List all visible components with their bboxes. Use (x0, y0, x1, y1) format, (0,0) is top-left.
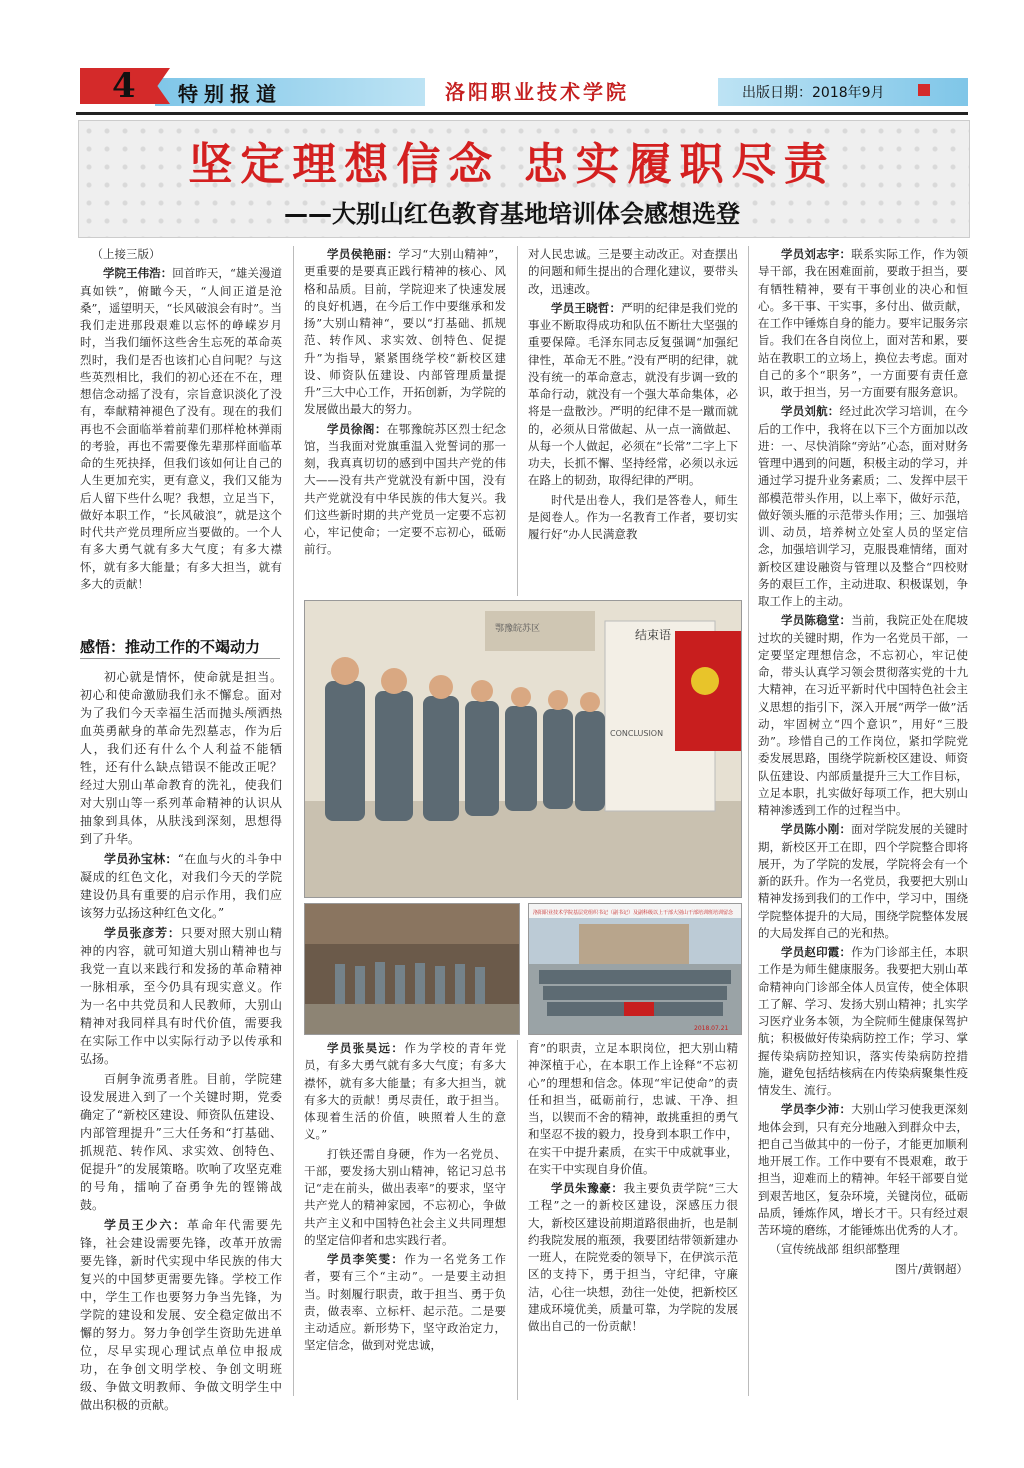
article-paragraph (758, 246, 968, 401)
speaker-name: 学员刘志宇： (781, 247, 852, 261)
credit-dept: （宣传统战部 组织部整理 (769, 1242, 900, 1257)
banner-subtext: CONCLUSION (610, 729, 664, 738)
paragraph-text: 面对学院发展的关键时期，新校区开工在即，四个学院整合即将展开，为了学院的发展，学院将会有一个新的跃升。作为一名党员，我要把大别山精神发扬到我们的工作中，学习中，围绕学院整体提升的大局，围绕学院整体发展的大局发挥自己的光和热。 (758, 822, 969, 940)
column-2 (304, 246, 506, 561)
wall-text: 鄂豫皖苏区 (495, 624, 541, 634)
column-4 (758, 246, 968, 1280)
article-paragraph (758, 612, 968, 819)
column-3 (528, 246, 738, 545)
article-paragraph: 初心就是情怀，使命就是担当。初心和使命激励我们永不懈怠。面对为了我们今天幸福生活而抛头颅洒热血英勇献身的革命先烈墓志，作为后人，我们还有什么个人利益不能牺牲，还有什么缺点错误不能改正呢？经过大别山革命教育的洗礼，使我们对大别山等一系列革命精神的认识从抽象到具体，从肤浅到深刻，思想得到了升华。 (80, 670, 282, 846)
section-label: 特别报道 (178, 82, 282, 106)
paragraph-text: 只要对照大别山精神的内容，就可知道大别山精神也与我党一直以来践行和发扬的革命精神一脉相承，至今仍具有现实意义。作为一名中共党员和人民教师，大别山精神对我同样具有时代价值，需要我在实际工作中以实际行动予以传承和弘扬。 (80, 926, 282, 1066)
paragraph-text: 学习“大别山精神”，更重要的是要真正践行精神的核心、风格和品质。目前，学院迎来了快速发展的良好机遇，在今后工作中要继承和发扬”大别山精神“，要以“打基础、抓规范、转作风、求实效、创特色、促提升”为指导，紧紧围绕学校“新校区建设、师资队伍建设、内部管理质量提升”三大中心工作，开拓创新，为学院的发展做出最大的努力。 (304, 247, 506, 417)
photo-oath-illustration (305, 601, 741, 897)
column-divider (517, 246, 518, 596)
column-3-lower (528, 1040, 738, 1337)
speaker-name: 学员张昊远： (327, 1041, 405, 1055)
speaker-name: 学员赵印霞： (781, 945, 852, 959)
paragraph-text: 作为学校的青年党员，有多大勇气就有多大气度；有多大襟怀，就有多大能量；有多大担当，就有多大的贡献！勇尽责任，敢于担当。体现着生活的价值，映照着人生的意义。” (304, 1041, 507, 1142)
article-paragraph (528, 1180, 738, 1335)
column-divider (517, 1040, 518, 1400)
article-paragraph (80, 850, 282, 922)
article-paragraph (758, 1101, 968, 1239)
article-paragraph: 打铁还需自身硬，作为一名党员、干部，要发扬大别山精神，铭记习总书记“走在前头，做出表率”的要求，坚守共产党人的精神家园，不忘初心，争做共产主义和中国特色社会主义共同理想的坚定信仰者和忠实践行者。 (304, 1146, 506, 1247)
article-paragraph (528, 300, 738, 490)
speaker-name: 学员王少六： (104, 1218, 187, 1232)
speaker-name: 学员李笑雯： (327, 1252, 405, 1266)
column-divider (293, 246, 294, 1396)
column-1-lower (80, 668, 282, 1416)
paragraph-text: 联系实际工作，作为领导干部，我在困难面前，要敢于担当，要有牺牲精神，要有干事创业的决心和恒心。多干事、干实事，多付出、做贡献，在工作中锤炼自身的能力。要牢记服务宗旨。我们在各自岗位上，面对苦和累，要站在教职工的立场上，换位去考虑。面对自己的多个“职务”，一方面要有责任意识，敢于担当，另一方面要有服务意识。 (758, 247, 969, 399)
article-paragraph (80, 1216, 282, 1414)
paragraph-text: 我主要负责学院“三大工程”之一的新校区建设，深感压力很大，新校区建设前期道路很曲折，也是制约我院发展的瓶颈，我要团结带领新建办一班人，在院党委的领导下，在伊滨示范区的支持下，勇于担当，守纪律，守廉洁，心往一块想，劲往一处使，把新校区建成环境优美，质量可靠，为学院的发展做出自己的一份贡献！ (528, 1181, 738, 1333)
header-rule (76, 112, 968, 115)
photo-group-illustration (529, 904, 741, 1034)
article-paragraph (80, 924, 282, 1068)
paragraph-text: 作为门诊部主任，本职工作是为师生健康服务。我要把大别山革命精神向门诊部全体人员宣传，使全体职工了解、学习、发扬大别山精神；扎实学习医疗业务本领，为全院师生健康保驾护航；积极做好传染病防控工作；学习、掌握传染病防控知识，落实传染病防控措施，避免包括结核病在内传染病聚集性疫情发生、流行。 (758, 945, 969, 1097)
column-1 (80, 246, 282, 595)
speaker-name: 学员张彦芳： (104, 926, 181, 940)
article-paragraph (304, 246, 506, 419)
article-paragraph (304, 1040, 506, 1144)
subheading: 感悟：推动工作的不竭动力 (80, 638, 261, 656)
article-paragraph: 时代是出卷人，我们是答卷人，师生是阅卷人。作为一名教育工作者，要切实履行好“办人民满意教 (528, 492, 738, 541)
article-paragraph: 育”的职责，立足本职岗位，把大别山精神深植于心，在本职工作上诠释“不忘初心”的理想和信念。体现“牢记使命”的责任和担当，砥砺前行，忠诚、干净、担当，以锲而不舍的精神，敢挑重担的勇气和坚忍不拔的毅力，投身到本职工作中，在实干中提升素质，在实干中成就事业，在实干中实现自身价值。 (528, 1041, 738, 1176)
article-paragraph (304, 421, 506, 559)
paragraph-text: 严明的纪律是我们党的事业不断取得成功和队伍不断壮大坚强的重要保障。毛泽东同志反复强调“加强纪律性，革命无不胜。”没有严明的纪律，就没有统一的革命意志，就没有步调一致的革命行动，就没有一个强大革命集体，必将是一盘散沙。严明的纪律不是一蹴而就的，必须从日常做起、从一点一滴做起、从每一个人做起，必须在“长常”二字上下功夫，长抓不懈、坚持经常，必须以永远在路上的韧劲，取得纪律的严明。 (528, 300, 739, 488)
publish-date: 出版日期：2018年9月 (742, 85, 885, 101)
speaker-name: 学员刘航： (781, 404, 840, 419)
photo-oath-ceremony (304, 600, 742, 898)
credit-photo: 图片/黄钢超） (895, 1261, 968, 1276)
paragraph-text: 当前，我院正处在爬坡过坎的关键时期，作为一名党员干部，一定要坚定理想信念，不忘初心，牢记使命，带头认真学习领会贯彻落实党的十九大精神，在习近平新时代中国特色社会主义思想的指引下，深入开展“两学一做”活动，牢固树立“四个意识”，用好“三股劲”。珍惜自己的工作岗位，紧扣学院党委发展思路，围绕学院新校区建设、师资队伍建设、内部质量提升三大工作目标，立足本职，扎实做好每项工作，把大别山精神渗透到工作的过程当中。 (758, 613, 969, 817)
group-caption: 洛阳职业技术学院基层党组织书记（副书记）及副科级以上干部大别山干部培训班培训留念 (533, 910, 734, 916)
speaker-name: 学员陈稳堂： (781, 613, 852, 628)
article-paragraph (758, 821, 968, 942)
speaker-name: 学员孙宝林： (104, 852, 178, 866)
photo-memorial-hall (304, 903, 520, 1035)
article-paragraph: 对人民忠诚。三是要主动改正。对查摆出的问题和师生提出的合理化建议，要带头改，迅速改。 (528, 247, 738, 296)
red-square-icon (918, 84, 930, 96)
sub-title: ——大别山红色教育基地培训体会感想选登 (284, 200, 740, 228)
paragraph-text: “在血与火的斗争中凝成的红色文化，对我们今天的学院建设仍具有重要的启示作用，我们应该努力弘扬这种红色文化。” (80, 852, 282, 920)
article-paragraph (80, 265, 282, 593)
paragraph-text: 经过此次学习培训，在今后的工作中，我将在以下三个方面加以改进：一、尽快消除“旁站”心态，面对财务管理中遇到的问题，积极主动的学习，并通过学习提升业务素质；二、发挥中层干部模范带头作用，以上率下，做好示范，做好领头雁的示范带头作用；三、加强培训、动员，培养树立处室人员的坚定信念，加强培训学习，克服畏难情绪，面对新校区建设融资与管理以及整合“四校财务的艰巨工作，主动进取、积极谋划，争取工作上的主动。 (758, 404, 968, 608)
paragraph-text: 回首昨天，“雄关漫道真如铁”，俯瞰今天，“人间正道是沧桑”，遥望明天，“长风破浪会有时”。当我们走进那段艰难以忘怀的峥嵘岁月时，当我们缅怀这些舍生忘死的革命英烈时，我们是否也该扪心自问呢？与这些英烈相比，我们的初心还在不在，理想信念动摇了没有，宗旨意识淡化了没有，奉献精神褪色了没有。现在的我们再也不会面临举着前辈们那样枪林弹雨的考验，再也不需要像先辈那样面临革命的生死抉择，但我们该如何让自己的人生更加充实，更有意义，我们又能为后人留下些什么呢？我想，立足当下，做好本职工作，“长风破浪”，就是这个时代共产党员理所应当要做的。一个人有多大勇气就有多大气度；有多大襟怀，就有多大能量；有多大担当，就有多大的贡献！ (80, 266, 282, 591)
photo-group-portrait (528, 903, 742, 1035)
speaker-name: 学员王晓哲： (551, 300, 622, 315)
speaker-name: 学员陈小刚： (781, 822, 852, 837)
article-paragraph (758, 944, 968, 1099)
photo-hall-illustration (305, 904, 519, 1034)
column-2-lower (304, 1040, 506, 1357)
page-number: 4 (112, 66, 136, 106)
article-paragraph (758, 403, 968, 610)
article-paragraph: 百舸争流勇者胜。目前，学院建设发展进入到了一个关键时期，党委确定了“新校区建设、师资队伍建设、内部管理提升”三大任务和“打基础、抓规范、转作风、求实效、创特色、促提升”的发展策略。吹响了攻坚克难的号角，擂响了奋勇争先的铿锵战鼓。 (80, 1072, 282, 1212)
banner-text: 结束语 (635, 628, 672, 642)
main-title: 坚定理想信念 忠实履职尽责 (188, 139, 836, 190)
photo-date: 2018.07.21 (694, 1025, 729, 1032)
continued-note: （上接三版） (91, 247, 161, 261)
speaker-name: 学员李少沛： (781, 1102, 852, 1117)
paragraph-text: 大别山学习使我更深刻地体会到，只有充分地融入到群众中去，把自己当做其中的一份子，才能更加顺利地开展工作。工作中要有不畏艰难，敢于担当，迎难而上的精神。年轻干部要自觉到艰苦地区，复杂环境，关键岗位，砥砺品质，锤炼作风，增长才干。只有经过艰苦环境的磨练，才能锤炼出优秀的人才。 (758, 1102, 969, 1237)
speaker-name: 学员朱豫豪： (551, 1181, 624, 1195)
speaker-name: 学院王伟浩： (103, 266, 173, 281)
article-paragraph (304, 1251, 506, 1355)
speaker-name: 学员侯艳丽： (327, 247, 399, 261)
paragraph-text: 作为一名党务工作者，要有三个“主动”。一是要主动担当。时刻履行职责，敢于担当、勇于负责，做表率、立标杆、起示范。二是要主动适应。新形势下，坚守政治定力，坚定信念，做到对党忠诚， (304, 1252, 507, 1353)
paper-name: 洛阳职业技术学院 (445, 80, 629, 104)
subheading-rule (80, 658, 280, 659)
speaker-name: 学员徐阁： (327, 421, 387, 436)
paragraph-text: 在鄂豫皖苏区烈士纪念馆，当我面对党旗重温入党誓词的那一刻，我真真切切的感到中国共产党的伟大——没有共产党就没有新中国，没有共产党就没有中华民族的伟大复兴。我们这些新时期的共产党员一定要不忘初心，牢记使命；一定要不忘初心，砥砺前行。 (304, 421, 507, 557)
column-divider (748, 246, 749, 1396)
paragraph-text: 革命年代需要先锋，社会建设需要先锋，改革开放需要先锋，新时代实现中华民族的伟大复兴的中国梦更需要先锋。学校工作中，学生工作也要努力争当先锋，为学院的建设和发展、安全稳定做出不懈的努力。努力争创学生资助先进单位，尽早实现心理试点单位申报成功，在争创文明学校、争创文明班级、争做文明教师、争做文明学生中做出积极的贡献。 (80, 1218, 282, 1412)
